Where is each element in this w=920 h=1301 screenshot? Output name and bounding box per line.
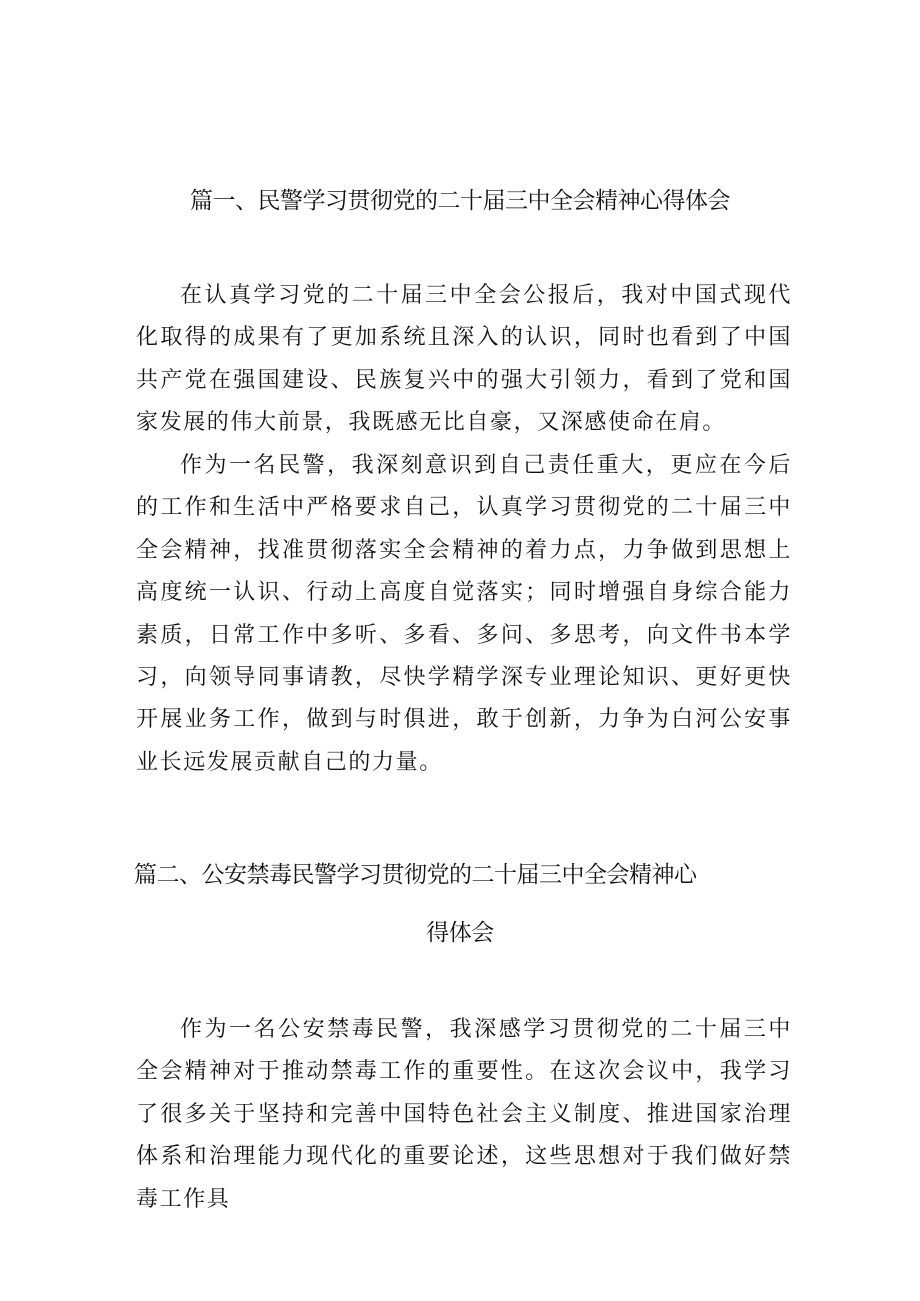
section-1-title: 篇一、民警学习贯彻党的二十届三中全会精神心得体会 [190,188,730,214]
section-1-paragraph-2: 作为一名民警，我深刻意识到自己责任重大，更应在今后的工作和生活中严格要求自己，认真学习贯彻党的二十届三中全会精神，找准贯彻落实全会精神的着力点，力争做到思想上高度统一认识、行动上高度自觉落实；同时增强自身综合能力素质，日常工作中多听、多看、多问、多思考，向文件书本学习，向领导同事请教，尽快学精学深专业理论知识、更好更快开展业务工作，做到与时俱进，敢于创新，力争为白河公安事业长远发展贡献自己的力量。 [136,453,792,775]
section-1-paragraph-1: 在认真学习党的二十届三中全会公报后，我对中国式现代化取得的成果有了更加系统且深入的认识，同时也看到了中国共产党在强国建设、民族复兴中的强大引领力，看到了党和国家发展的伟大前景，我既感无比自豪，又深感使命在肩。 [136,283,792,436]
section-2-title-line-1: 篇二、公安禁毒民警学习贯彻党的二十届三中全会精神心 [134,862,697,888]
section-2-paragraph-1: 作为一名公安禁毒民警，我深感学习贯彻党的二十届三中全会精神对于推动禁毒工作的重要性。在这次会议中，我学习了很多关于坚持和完善中国特色社会主义制度、推进国家治理体系和治理能力现代化的重要论述，这些思想对于我们做好禁毒工作具 [136,1017,792,1212]
section-2-title-line-2: 得体会 [426,920,494,946]
